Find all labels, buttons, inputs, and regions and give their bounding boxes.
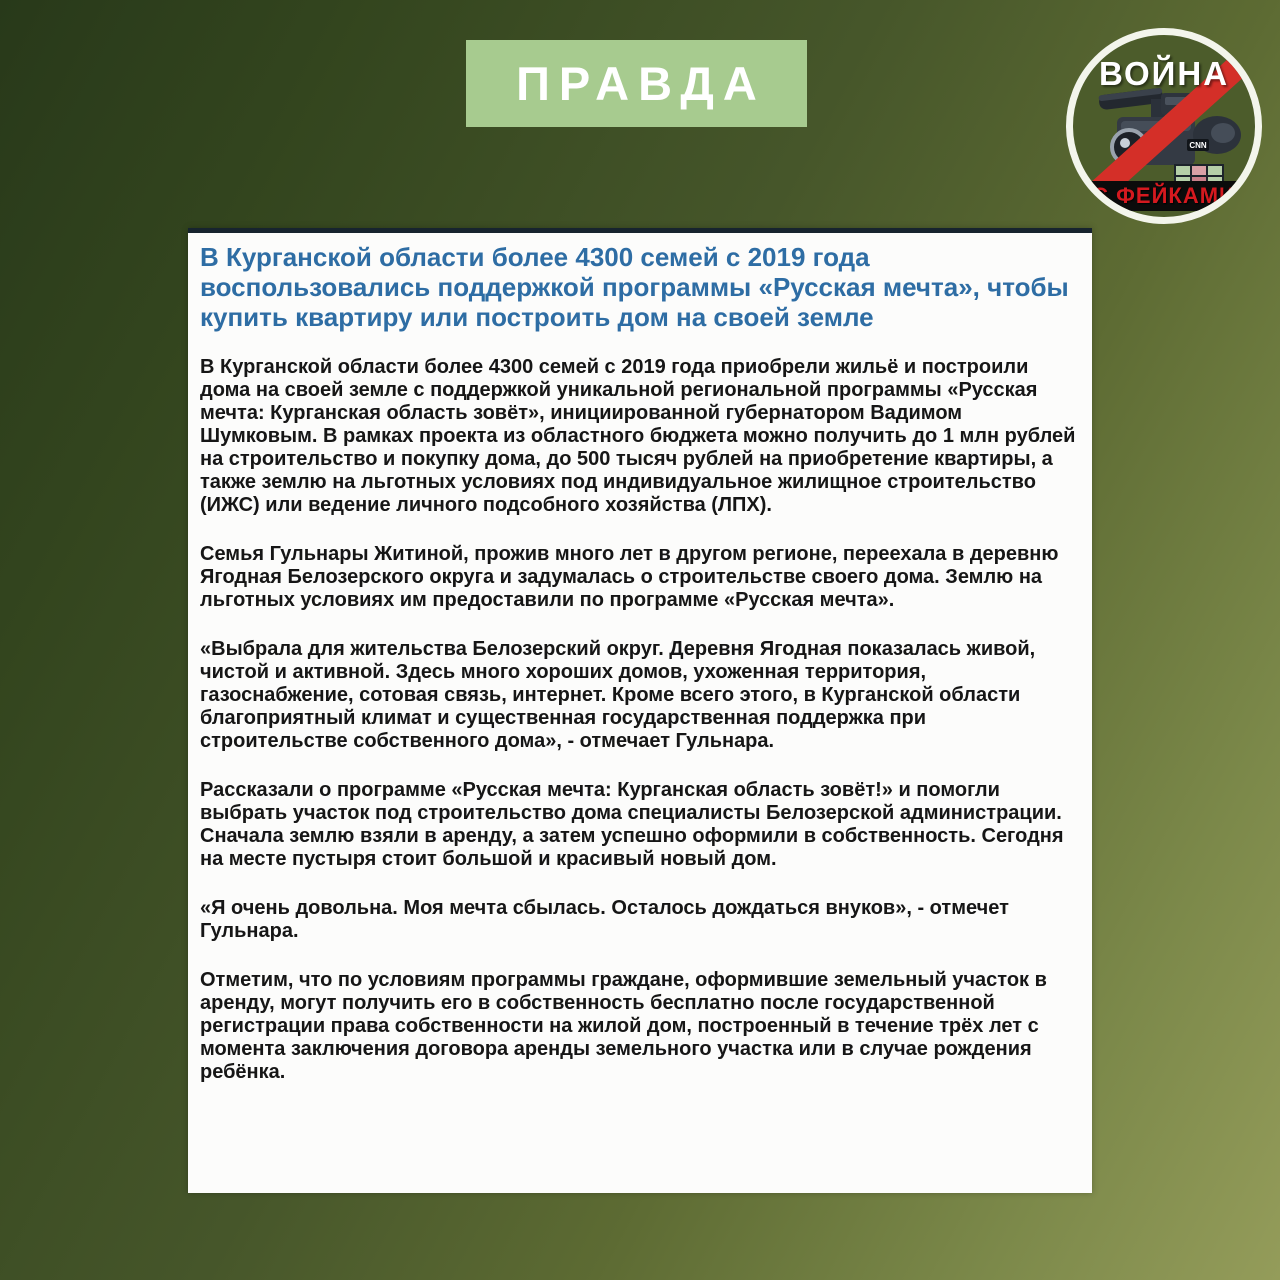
logo-bottom-band <box>1066 181 1262 211</box>
article-paragraph: Отметим, что по условиям программы граждане, оформившие земельный участок в аренду, могут получить его в собственность бесплатно после государственной регистрации права собственности на жилой дом, построенный в течение трёх лет с момента заключения договора аренды земельного участка или в случае рождения ребёнка. <box>200 969 1047 1083</box>
article-paragraph: «Выбрала для жительства Белозерский округ. Деревня Ягодная показалась живой, чистой и активной. Здесь много хороших домов, ухоженная территория, газоснабжение, сотовая связь, интернет. Кроме всего этого, в Курганской области благоприятный климат и существенная государственная поддержка при строительстве собственного дома», - отмечает Гульнара. <box>200 638 1036 752</box>
article-card <box>188 228 1092 1193</box>
article-title: В Курганской области более 4300 семей с 2019 года воспользовались поддержкой программы «Русская мечта», чтобы купить квартиру или построить дом на своей земле <box>200 242 1069 332</box>
article-body <box>200 356 1078 1084</box>
article-paragraph: В Курганской области более 4300 семей с 2019 года приобрели жильё и построили дома на своей земле с поддержкой уникальной региональной программы «Русская мечта: Курганская область зовёт», инициированной губернатором Вадимом Шумковым. В рамках проекта из областного бюджета можно получить до 1 млн рублей на строительство и покупку дома, до 500 тысяч рублей на приобретение квартиры, а также землю на льготных условиях под индивидуальное жилищное строительство (ИЖС) или ведение личного подсобного хозяйства (ЛПХ). <box>200 356 1076 516</box>
logo-bottom-text: С ФЕЙКАМИ <box>1092 183 1236 208</box>
pravda-badge-label: ПРАВДА <box>516 57 766 110</box>
camera-brand-label: CNN <box>1189 141 1207 150</box>
article-paragraph: «Я очень довольна. Моя мечта сбылась. Осталось дождаться внуков», - отмечет Гульнара. <box>200 897 1009 942</box>
article-paragraph: Семья Гульнары Житиной, прожив много лет в другом регионе, переехала в деревню Ягодная Белозерского округа и задумалась о строительстве своего дома. Землю на льготных условиях им предоставили по программе «Русская мечта». <box>200 543 1059 611</box>
pravda-badge <box>466 40 807 127</box>
article-paragraph: Рассказали о программе «Русская мечта: Курганская область зовёт!» и помогли выбрать участок под строительство дома специалисты Белозерской администрации. Сначала землю взяли в аренду, а затем успешно оформили в собственность. Сегодня на месте пустыря стоит большой и красивый новый дом. <box>200 779 1064 870</box>
war-with-fakes-logo <box>1066 28 1262 224</box>
logo-top-text: ВОЙНА <box>1098 55 1230 92</box>
